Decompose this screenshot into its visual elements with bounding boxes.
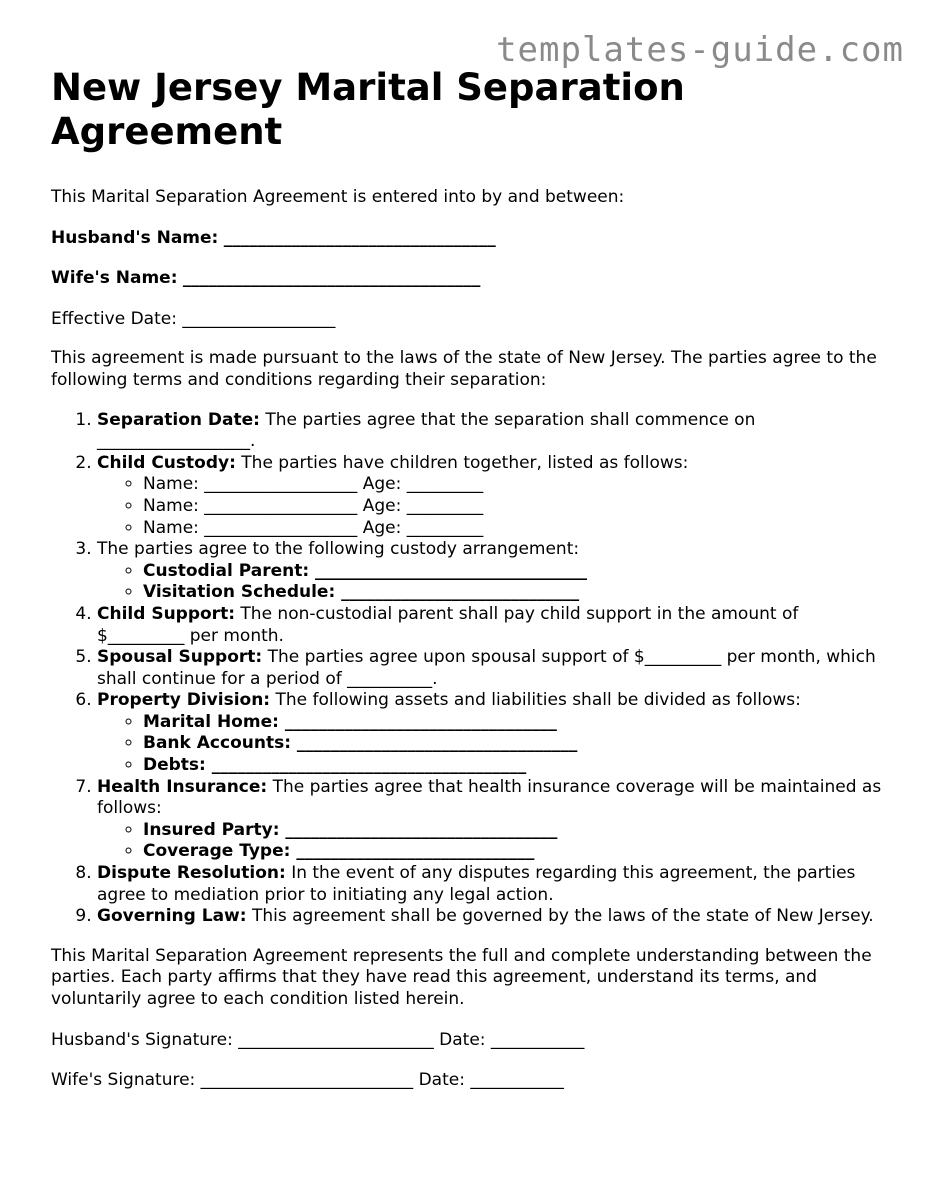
husband-name-blank: ________________________________ xyxy=(223,227,496,248)
term-child-custody xyxy=(97,453,886,539)
husband-name-label: Husband's Name: xyxy=(51,227,219,248)
term-label: Governing Law: xyxy=(97,906,247,927)
field-label: Marital Home: xyxy=(143,711,279,732)
field-blank: ________________________________ xyxy=(279,819,558,840)
document-body xyxy=(51,66,886,1092)
term-child-support xyxy=(97,604,886,647)
effective-date-field xyxy=(51,309,886,331)
children-list xyxy=(97,474,886,539)
term-text: In the event of any disputes regarding this agreement, the parties agree to mediation prior to initiating any legal action. xyxy=(97,863,856,905)
term-label: Child Custody: xyxy=(97,452,236,473)
term-text: The parties agree that the separation shall commence on __________________. xyxy=(97,409,756,452)
field-blank: ____________________________ xyxy=(290,841,535,862)
wife-name-blank: ___________________________________ xyxy=(182,268,481,289)
closing-text: This Marital Separation Agreement represents the full and complete understanding between the parties. Each party affirms that they have read this agreement, understand its terms, and voluntarily agree to each condition listed herein. xyxy=(51,945,872,1009)
field-blank: ________________________________ xyxy=(309,560,588,581)
field-blank: ____________________________ xyxy=(335,582,580,603)
field-blank: _________________________________ xyxy=(291,733,578,754)
term-dispute-resolution xyxy=(97,863,886,906)
child-entry: ◦ Name: __________________ Age: _________ xyxy=(143,518,886,540)
wife-signature-line: Wife's Signature: _________________________ Date: ___________ xyxy=(51,1070,564,1091)
term-label: Child Support: xyxy=(97,603,235,624)
term-label: Property Division: xyxy=(97,690,271,711)
debts-field xyxy=(143,755,886,777)
field-label: Coverage Type: xyxy=(143,841,291,862)
term-property-division xyxy=(97,690,886,776)
term-text: The following assets and liabilities shall be divided as follows: xyxy=(270,690,801,711)
child-entry: ◦ Name: __________________ Age: _________ xyxy=(143,474,886,496)
term-text: The parties agree that health insurance coverage will be maintained as follows: xyxy=(97,776,882,819)
child-entry: ◦ Name: __________________ Age: _________ xyxy=(143,496,886,518)
term-text: The parties have children together, listed as follows: xyxy=(235,452,689,473)
term-separation-date xyxy=(97,410,886,453)
coverage-type-field xyxy=(143,841,886,863)
marital-home-field xyxy=(143,712,886,734)
field-blank: ________________________________ xyxy=(278,711,557,732)
husband-signature-line: Husband's Signature: _______________________ Date: ___________ xyxy=(51,1029,585,1050)
insured-party-field xyxy=(143,820,886,842)
term-health-insurance xyxy=(97,777,886,863)
term-label: Spousal Support: xyxy=(97,647,263,668)
wife-name-field xyxy=(51,268,886,290)
watermark: templates-guide.com xyxy=(496,30,904,70)
term-text: The parties agree to the following custody arrangement: xyxy=(97,539,580,560)
field-label: Custodial Parent: xyxy=(143,560,310,581)
field-label: Bank Accounts: xyxy=(143,733,291,754)
property-list xyxy=(97,712,886,777)
visitation-schedule-field xyxy=(143,582,886,604)
field-label: Debts: xyxy=(143,755,206,776)
term-label: Health Insurance: xyxy=(97,776,268,797)
intro-text: This Marital Separation Agreement is entered into by and between: xyxy=(51,187,625,207)
field-label: Visitation Schedule: xyxy=(143,582,336,603)
wife-name-label: Wife's Name: xyxy=(51,268,178,289)
husband-name-field xyxy=(51,228,886,250)
term-spousal-support xyxy=(97,647,886,690)
term-label: Separation Date: xyxy=(97,409,260,430)
terms-list xyxy=(51,410,886,928)
effective-date-label: Effective Date: xyxy=(51,308,177,329)
custodial-parent-field xyxy=(143,561,886,583)
effective-date-blank: __________________ xyxy=(182,308,336,329)
field-blank: _____________________________________ xyxy=(205,755,527,776)
insurance-list xyxy=(97,820,886,863)
arrangement-list xyxy=(97,561,886,604)
term-custody-arrangement xyxy=(97,539,886,604)
term-text: The parties agree upon spousal support of $_________ per month, which shall continue for a period of __________. xyxy=(97,647,876,689)
bank-accounts-field xyxy=(143,733,886,755)
term-label: Dispute Resolution: xyxy=(97,863,286,884)
term-text: This agreement shall be governed by the laws of the state of New Jersey. xyxy=(246,906,874,927)
term-governing-law xyxy=(97,906,886,928)
preamble-text: This agreement is made pursuant to the laws of the state of New Jersey. The parties agree to the following terms and conditions regarding their separation: xyxy=(51,348,877,390)
page-title: New Jersey Marital Separation Agreement xyxy=(51,66,685,153)
term-text: The non-custodial parent shall pay child support in the amount of $_________ per month. xyxy=(97,603,799,646)
field-label: Insured Party: xyxy=(143,819,280,840)
